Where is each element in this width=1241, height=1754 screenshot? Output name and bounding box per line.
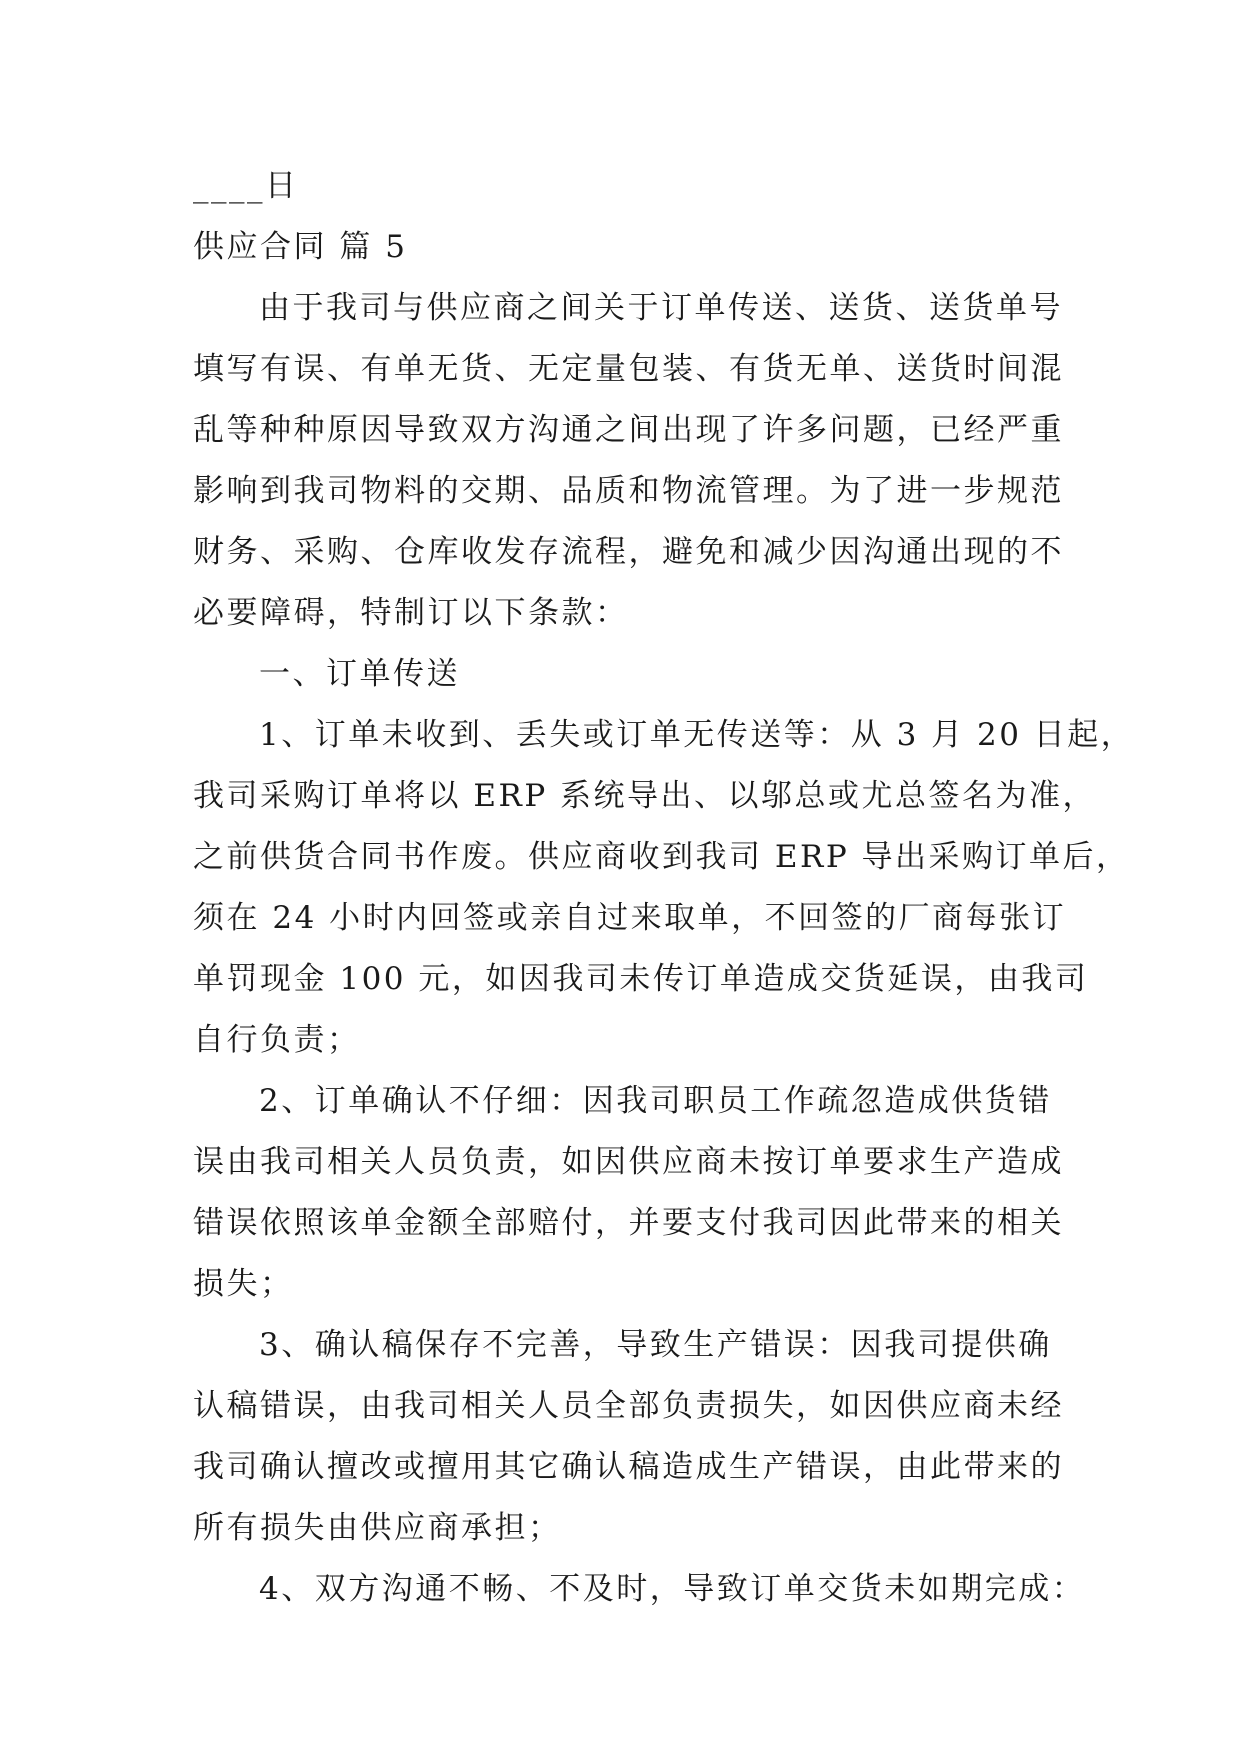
paragraph-line: 认稿错误，由我司相关人员全部负责损失，如因供应商未经 [193, 1388, 1064, 1424]
paragraph-line: 损失； [193, 1266, 294, 1302]
paragraph-line: 4、双方沟通不畅、不及时，导致订单交货未如期完成： [259, 1571, 1086, 1607]
paragraph-line: 影响到我司物料的交期、品质和物流管理。为了进一步规范 [193, 473, 1064, 509]
paragraph-line: 错误依照该单金额全部赔付，并要支付我司因此带来的相关 [193, 1205, 1064, 1241]
section-title: 供应合同 篇 5 [193, 229, 408, 265]
paragraph-line: 3、确认稿保存不完善，导致生产错误：因我司提供确 [259, 1327, 1052, 1363]
section-heading: 一、订单传送 [259, 656, 460, 692]
paragraph-line: 填写有误、有单无货、无定量包装、有货无单、送货时间混 [193, 351, 1064, 387]
paragraph-line: 2、订单确认不仔细：因我司职员工作疏忽造成供货错 [259, 1083, 1052, 1119]
paragraph-line: 财务、采购、仓库收发存流程，避免和减少因沟通出现的不 [193, 534, 1064, 570]
paragraph-line: 须在 24 小时内回签或亲自过来取单，不回签的厂商每张订 [193, 900, 1067, 936]
paragraph-line: 1、订单未收到、丢失或订单无传送等：从 3 月 20 日起， [259, 717, 1135, 753]
paragraph-line: 由于我司与供应商之间关于订单传送、送货、送货单号 [259, 290, 1063, 326]
paragraph-line: 自行负责； [193, 1022, 361, 1058]
paragraph-line: 之前供货合同书作废。供应商收到我司 ERP 导出采购订单后， [193, 839, 1130, 875]
paragraph-line: 我司采购订单将以 ERP 系统导出、以邬总或尤总签名为准， [193, 778, 1097, 814]
paragraph-line: 误由我司相关人员负责，如因供应商未按订单要求生产造成 [193, 1144, 1064, 1180]
paragraph-line: 单罚现金 100 元，如因我司未传订单造成交货延误，由我司 [193, 961, 1089, 997]
paragraph-line: 所有损失由供应商承担； [193, 1510, 562, 1546]
paragraph-line: 我司确认擅改或擅用其它确认稿造成生产错误，由此带来的 [193, 1449, 1064, 1485]
paragraph-line: 乱等种种原因导致双方沟通之间出现了许多问题，已经严重 [193, 412, 1064, 448]
paragraph-line: 必要障碍，特制订以下条款： [193, 595, 629, 631]
date-tail: ____日 [193, 168, 299, 204]
